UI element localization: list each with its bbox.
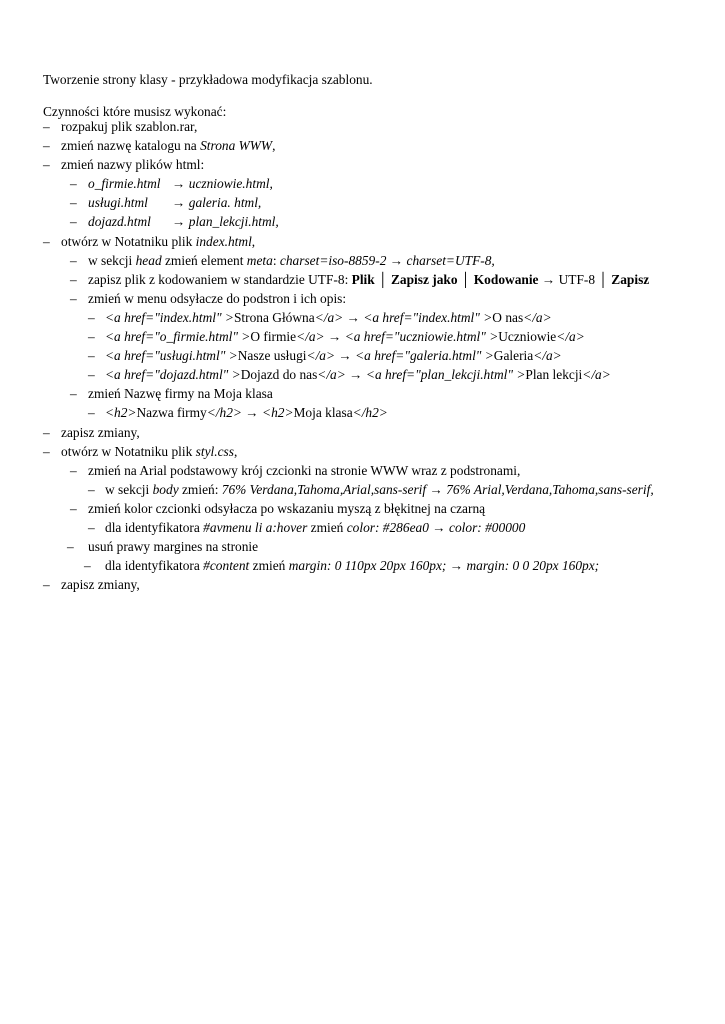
dash-bullet: –: [67, 539, 74, 555]
item-text: usuń prawy margines na stronie: [88, 539, 259, 555]
list-item: [0, 157, 725, 176]
dash-bullet: –: [88, 367, 95, 383]
code-line: dla identyfikatora #avmenu li a:hover zmień color: #286ea0 → color: #00000: [105, 519, 526, 535]
list-item: [0, 348, 725, 367]
list-item: [0, 234, 725, 253]
list-item: [0, 329, 725, 348]
dash-bullet: –: [43, 233, 50, 249]
list-item: [0, 310, 725, 329]
dash-bullet: –: [70, 176, 77, 192]
code-line: <a href="index.html" >Strona Główna</a> → <a href="index.html" >O nas</a>: [105, 309, 552, 325]
dash-bullet: –: [70, 462, 77, 478]
list-item: [0, 539, 725, 558]
list-item: [0, 386, 725, 405]
arrow-icon: →: [432, 519, 446, 535]
list-item: [0, 253, 725, 272]
item-text: zmień Nazwę firmy na Moja klasa: [88, 386, 273, 402]
item-text: otwórz w Notatniku plik styl.css,: [61, 443, 238, 459]
dash-bullet: –: [70, 271, 77, 287]
arrow-icon: →: [172, 195, 186, 211]
item-text: zmień na Arial podstawowy krój czcionki na stronie WWW wraz z podstronami,: [88, 462, 521, 478]
dash-bullet: –: [43, 443, 50, 459]
code-line: <a href="usługi.html" >Nasze usługi</a> → <a href="galeria.html" >Galeria</a>: [105, 348, 562, 364]
arrow-icon: →: [327, 329, 342, 345]
arrow-icon: →: [245, 405, 259, 421]
list-item: [0, 291, 725, 310]
list-item: [0, 214, 725, 233]
code-line: dla identyfikatora #content zmień margin: 0 110px 20px 160px; → margin: 0 0 20px 160px;: [105, 558, 600, 574]
list-item: [0, 425, 725, 444]
list-item: [0, 444, 725, 463]
list-item: [0, 520, 725, 539]
item-text: zapisz plik z kodowaniem w standardzie UTF-8: Plik │ Zapisz jako │ Kodowanie → UTF-8 │ Zapisz: [88, 271, 650, 287]
item-text: zmień kolor czcionki odsyłacza po wskazaniu myszą z błękitnej na czarną: [88, 500, 486, 516]
dash-bullet: –: [88, 348, 95, 364]
list-item: [0, 405, 725, 424]
dash-bullet: –: [84, 558, 91, 574]
list-item: [0, 501, 725, 520]
arrow-icon: →: [338, 348, 352, 364]
rename-row: o_firmie.html → uczniowie.html,: [88, 176, 273, 192]
dash-bullet: –: [88, 405, 95, 421]
item-text: rozpakuj plik szablon.rar,: [61, 119, 198, 134]
dash-bullet: –: [43, 138, 50, 154]
code-line: w sekcji body zmień: 76% Verdana,Tahoma,Arial,sans-serif → 76% Arial,Verdana,Tahoma,sans-serif,: [105, 481, 654, 497]
dash-bullet: –: [43, 157, 50, 173]
list-item: [0, 272, 725, 291]
code-line: <h2>Nazwa firmy</h2> → <h2>Moja klasa</h2>: [105, 405, 388, 421]
arrow-icon: →: [389, 252, 404, 268]
dash-bullet: –: [88, 309, 95, 325]
dash-bullet: –: [88, 329, 95, 345]
list-item: [0, 367, 725, 386]
instruction-list: [0, 119, 725, 596]
item-text: zmień nazwę katalogu na Strona WWW,: [61, 138, 276, 154]
dash-bullet: –: [43, 424, 50, 440]
item-text: zmień w menu odsyłacze do podstron i ich opis:: [88, 290, 347, 306]
item-text: w sekcji head zmień element meta: charset=iso-8859-2 → charset=UTF-8,: [88, 252, 495, 268]
dash-bullet: –: [70, 195, 77, 211]
dash-bullet: –: [88, 481, 95, 497]
rename-row: dojazd.html → plan_lekcji.html,: [88, 214, 279, 230]
list-item: [0, 577, 725, 596]
arrow-icon: →: [449, 558, 464, 574]
dash-bullet: –: [43, 119, 50, 134]
item-text: zmień nazwy plików html:: [61, 157, 205, 173]
list-item: [0, 119, 725, 138]
dash-bullet: –: [88, 519, 95, 535]
list-item: [0, 138, 725, 157]
document-title: Tworzenie strony klasy - przykładowa modyfikacja szablonu.: [43, 72, 373, 87]
arrow-icon: →: [429, 481, 443, 497]
arrow-icon: →: [349, 367, 363, 383]
list-item: [0, 482, 725, 501]
dash-bullet: –: [70, 290, 77, 306]
rename-row: usługi.html → galeria. html,: [88, 195, 262, 211]
intro-text: Czynności które musisz wykonać:: [43, 104, 227, 119]
dash-bullet: –: [70, 500, 77, 516]
dash-bullet: –: [43, 577, 50, 593]
dash-bullet: –: [70, 386, 77, 402]
item-text: zapisz zmiany,: [61, 424, 140, 440]
code-line: <a href="dojazd.html" >Dojazd do nas</a> → <a href="plan_lekcji.html" >Plan lekcji</a>: [105, 367, 611, 383]
list-item: [0, 176, 725, 195]
list-item: [0, 463, 725, 482]
dash-bullet: –: [70, 214, 77, 230]
arrow-icon: →: [172, 214, 186, 230]
arrow-icon: →: [172, 176, 186, 192]
item-text: otwórz w Notatniku plik index.html,: [61, 233, 256, 249]
arrow-icon: →: [541, 271, 556, 287]
list-item: [0, 558, 725, 577]
code-line: <a href="o_firmie.html" >O firmie</a> → <a href="uczniowie.html" >Uczniowie</a>: [105, 329, 585, 345]
list-item: [0, 195, 725, 214]
item-text: zapisz zmiany,: [61, 577, 140, 593]
arrow-icon: →: [346, 309, 360, 325]
dash-bullet: –: [70, 252, 77, 268]
